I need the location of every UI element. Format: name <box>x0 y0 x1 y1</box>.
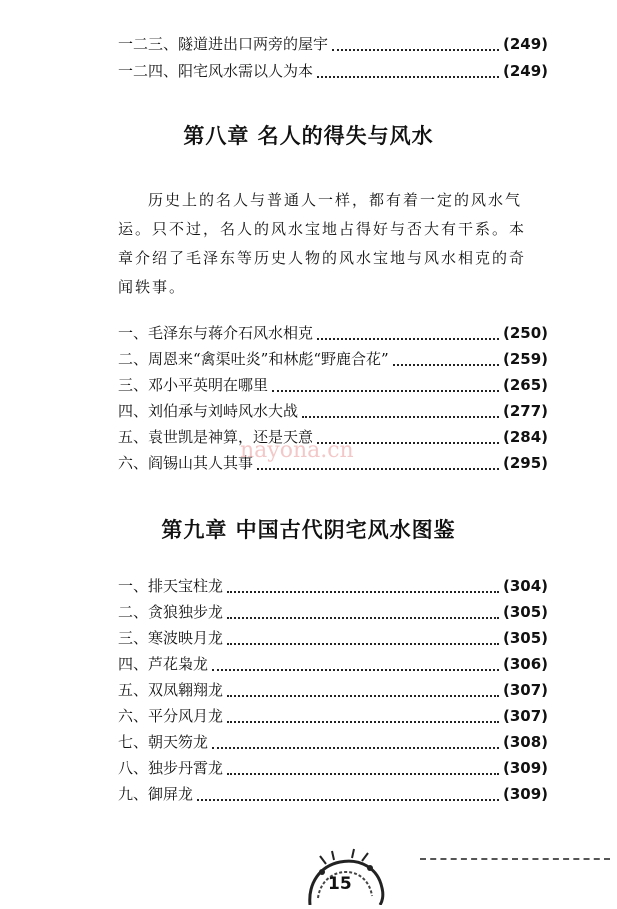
toc-entry-page: (306) <box>502 655 548 673</box>
toc-entry-title: 六、阎锡山其人其事 <box>118 454 254 472</box>
toc-entry-title: 九、御屏龙 <box>118 785 194 803</box>
leader-dots <box>332 48 499 51</box>
leader-dots <box>227 616 499 619</box>
toc-entry <box>118 678 548 702</box>
leader-dots <box>302 415 499 418</box>
toc-entry <box>118 782 548 806</box>
toc-entry <box>118 32 548 56</box>
toc-entry-title: 八、独步丹霄龙 <box>118 759 224 777</box>
leader-dots <box>317 75 499 78</box>
toc-entry-title: 七、朝天笏龙 <box>118 733 209 751</box>
toc-entry-title: 一二四、阳宅风水需以人为本 <box>118 62 314 80</box>
toc-entry-page: (307) <box>502 707 548 725</box>
toc-entry <box>118 756 548 780</box>
toc-entry-page: (284) <box>502 428 548 446</box>
toc-entry-page: (305) <box>502 629 548 647</box>
toc-entry <box>118 373 548 397</box>
toc-entry <box>118 730 548 754</box>
toc-entry <box>118 652 548 676</box>
leader-dots <box>257 467 499 470</box>
dragon-ornament-icon <box>300 838 390 905</box>
footer-divider <box>420 858 610 860</box>
toc-entry-title: 一二三、隧道进出口两旁的屋宇 <box>118 35 329 53</box>
leader-dots <box>212 668 499 671</box>
leader-dots <box>227 590 499 593</box>
toc-entry-title: 二、周恩来“禽渠吐炎”和林彪“野鹿合花” <box>118 350 389 368</box>
toc-entry-page: (250) <box>502 324 548 342</box>
toc-entry-page: (308) <box>502 733 548 751</box>
toc-entry-page: (309) <box>502 785 548 803</box>
toc-entry-page: (249) <box>502 62 548 80</box>
toc-entry-title: 五、双凤翱翔龙 <box>118 681 224 699</box>
toc-entry-title: 一、毛泽东与蒋介石风水相克 <box>118 324 314 342</box>
leader-dots <box>227 694 499 697</box>
toc-entry-title: 三、邓小平英明在哪里 <box>118 376 269 394</box>
page-number: 15 <box>328 874 352 894</box>
leader-dots <box>227 642 499 645</box>
leader-dots <box>227 772 499 775</box>
toc-entry-page: (249) <box>502 35 548 53</box>
toc-entry-page: (265) <box>502 376 548 394</box>
leader-dots <box>317 337 499 340</box>
leader-dots <box>197 798 499 801</box>
toc-entry-page: (307) <box>502 681 548 699</box>
toc-entry <box>118 704 548 728</box>
toc-entry-title: 六、平分风月龙 <box>118 707 224 725</box>
toc-entry-title: 二、贪狼独步龙 <box>118 603 224 621</box>
toc-entry-title: 四、芦花枭龙 <box>118 655 209 673</box>
toc-entry <box>118 574 548 598</box>
leader-dots <box>393 363 499 366</box>
toc-entry <box>118 399 548 423</box>
toc-entry-page: (309) <box>502 759 548 777</box>
toc-entry <box>118 321 548 345</box>
chapter-9-title: 第九章 中国古代阴宅风水图鉴 <box>161 518 456 542</box>
watermark: nayona.cn <box>240 438 354 463</box>
toc-entry-page: (259) <box>502 350 548 368</box>
toc-entry-title: 四、刘伯承与刘峙风水大战 <box>118 402 299 420</box>
chapter-8-title: 第八章 名人的得失与风水 <box>183 124 434 148</box>
page-number-ornament <box>300 838 390 905</box>
toc-entry <box>118 59 548 83</box>
leader-dots <box>227 720 499 723</box>
leader-dots <box>212 746 499 749</box>
toc-entry-page: (305) <box>502 603 548 621</box>
toc-entry-page: (277) <box>502 402 548 420</box>
toc-entry <box>118 626 548 650</box>
toc-entry-title: 五、袁世凯是神算，还是天意 <box>118 428 314 446</box>
toc-entry-title: 一、排天宝柱龙 <box>118 577 224 595</box>
toc-entry-page: (295) <box>502 454 548 472</box>
toc-entry <box>118 600 548 624</box>
chapter-8-intro: 历史上的名人与普通人一样，都有着一定的风水气运。只不过，名人的风水宝地占得好与否大有干系。本章介绍了毛泽东等历史人物的风水宝地与风水相克的奇闻轶事。 <box>118 191 527 296</box>
toc-entry-page: (304) <box>502 577 548 595</box>
toc-entry <box>118 347 548 371</box>
leader-dots <box>272 389 499 392</box>
toc-entry-title: 三、寒波映月龙 <box>118 629 224 647</box>
